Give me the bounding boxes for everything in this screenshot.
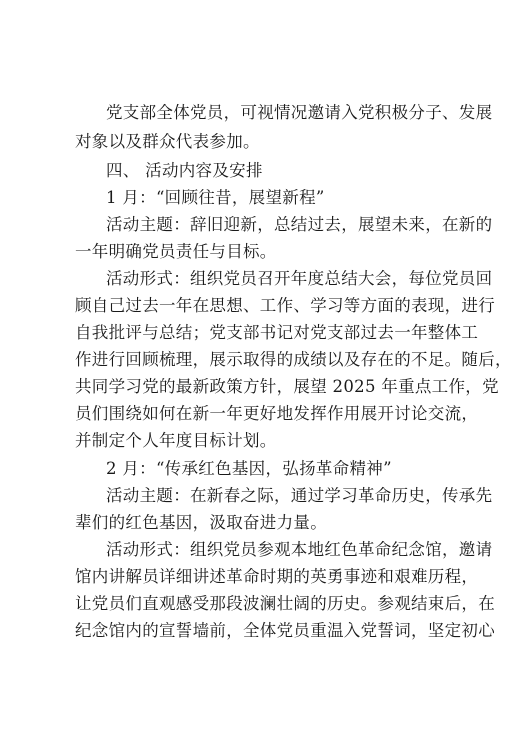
text-line: 纪念馆内的宣誓墙前，全体党员重温入党誓词，坚定初心 bbox=[75, 621, 495, 640]
month-heading: 1 月：“回顾往昔，展望新程” bbox=[106, 188, 325, 207]
text-line: 自我批评与总结；党支部书记对党支部过去一年整体工 bbox=[75, 323, 479, 342]
text-line: 让党员们直观感受那段波澜壮阔的历史。参观结束后，在 bbox=[75, 594, 495, 613]
section-heading: 四、 活动内容及安排 bbox=[106, 161, 263, 180]
text-line: 共同学习党的最新政策方针，展望 2025 年重点工作，党 bbox=[75, 377, 499, 396]
month-heading: 2 月：“传承红色基因，弘扬革命精神” bbox=[106, 459, 392, 478]
text-line: 馆内讲解员详细讲述革命时期的英勇事迹和艰难历程， bbox=[75, 567, 479, 586]
text-line: 顾自己过去一年在思想、工作、学习等方面的表现，进行 bbox=[75, 296, 495, 315]
text-line: 并制定个人年度目标计划。 bbox=[75, 431, 277, 450]
text-line: 活动主题：在新春之际，通过学习革命历史，传承先 bbox=[106, 486, 493, 505]
text-line: 活动形式：组织党员召开年度总结大会，每位党员回 bbox=[106, 269, 493, 288]
text-line: 辈们的红色基因，汲取奋进力量。 bbox=[75, 513, 327, 532]
text-line: 作进行回顾梳理，展示取得的成绩以及存在的不足。随后， bbox=[75, 350, 512, 369]
text-line: 一年明确党员责任与目标。 bbox=[75, 242, 277, 261]
text-line: 员们围绕如何在新一年更好地发挥作用展开讨论交流， bbox=[75, 404, 479, 423]
text-line: 活动主题：辞旧迎新，总结过去，展望未来，在新的 bbox=[106, 215, 493, 234]
text-line: 党支部全体党员，可视情况邀请入党积极分子、发展 bbox=[106, 103, 493, 122]
text-line: 对象以及群众代表参加。 bbox=[75, 132, 260, 151]
text-line: 活动形式：组织党员参观本地红色革命纪念馆，邀请 bbox=[106, 540, 493, 559]
